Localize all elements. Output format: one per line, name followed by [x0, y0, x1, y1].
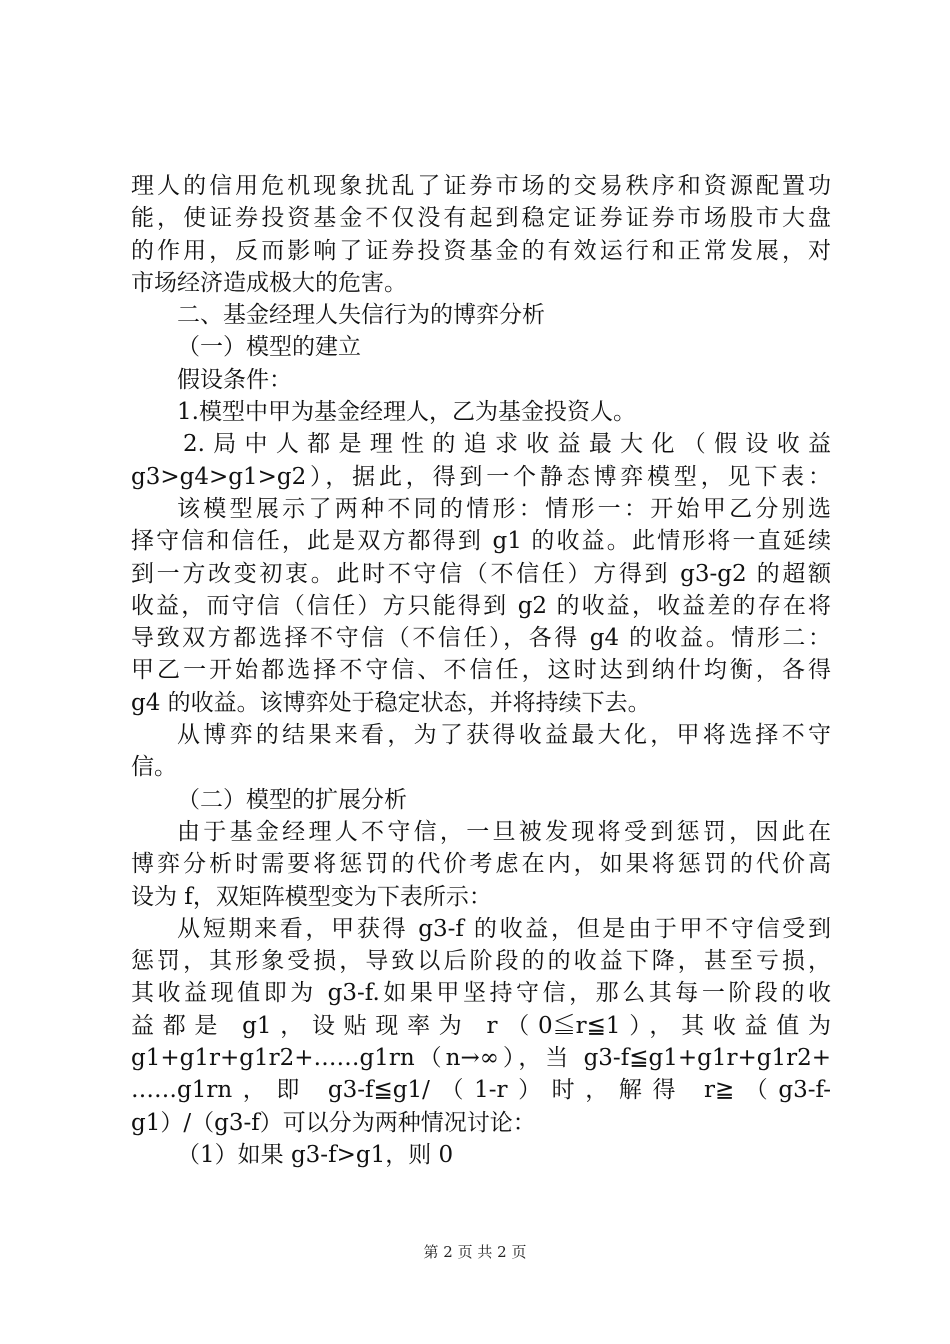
text-line-1: 理人的信用危机现象扰乱了证券市场的交易秩序和资源配置功	[131, 173, 831, 199]
subsection-heading-1: （一）模型的建立	[177, 334, 361, 361]
text-line-4: 市场经济造成极大的危害。	[131, 269, 407, 296]
text-line-16: 甲乙一开始都选择不守信、不信任，这时达到纳什均衡，各得	[131, 657, 831, 684]
text-line-3: 的作用，反而影响了证券投资基金的有效运行和正常发展，对	[131, 237, 831, 264]
text-line-29: ……g1rn，即 g3-f≦g1/（1-r）时，解得 r≧（g3-f-	[131, 1077, 831, 1104]
text-line-assumptions: 假设条件：	[177, 366, 292, 393]
text-line-13: 到一方改变初衷。此时不守信（不信任）方得到 g3-g2 的超额	[131, 560, 831, 587]
text-line-28: g1+g1r+g1r2+……g1rn（n→∞），当 g3-f≦g1+g1r+g1r2+	[131, 1045, 831, 1072]
text-line-assumption-1: 1.模型中甲为基金经理人，乙为基金投资人。	[177, 399, 636, 426]
text-line-assumption-2: 2.局中人都是理性的追求收益最大化（假设收益	[183, 431, 831, 458]
text-line-2: 能，使证券投资基金不仅没有起到稳定证券证券市场股市大盘	[131, 205, 831, 232]
text-line-12: 择守信和信任，此是双方都得到 g1 的收益。此情形将一直延续	[131, 528, 831, 555]
text-line-26: 其收益现值即为 g3-f.如果甲坚持守信，那么其每一阶段的收	[131, 980, 831, 1007]
text-line-21: 由于基金经理人不守信，一旦被发现将受到惩罚，因此在	[177, 818, 831, 845]
page-footer: 第 2 页 共 2 页	[423, 1243, 527, 1261]
text-line-10: g3>g4>g1>g2），据此，得到一个静态博弈模型，见下表：	[131, 463, 831, 490]
text-line-17: g4 的收益。该博弈处于稳定状态，并将持续下去。	[131, 689, 651, 716]
text-line-15: 导致双方都选择不守信（不信任），各得 g4 的收益。情形二：	[131, 625, 831, 652]
text-line-22: 博弈分析时需要将惩罚的代价考虑在内，如果将惩罚的代价高	[131, 851, 831, 878]
document-body	[131, 170, 831, 1171]
section-heading-2: 二、基金经理人失信行为的博弈分析	[177, 302, 545, 329]
text-line-23: 设为 f，双矩阵模型变为下表所示：	[131, 883, 492, 910]
subsection-heading-2: （二）模型的扩展分析	[177, 786, 407, 813]
text-line-31: （1）如果 g3-f>g1，则 0	[177, 1141, 454, 1168]
text-line-25: 惩罚，其形象受损，导致以后阶段的的收益下降，甚至亏损，	[131, 948, 831, 975]
text-line-27: 益都是 g1，设贴现率为 r（0≦r≦1），其收益值为	[131, 1012, 831, 1039]
text-line-14: 收益，而守信（信任）方只能得到 g2 的收益，收益差的存在将	[131, 592, 831, 619]
text-line-24: 从短期来看，甲获得 g3-f 的收益，但是由于甲不守信受到	[177, 915, 831, 942]
text-line-19: 信。	[131, 754, 177, 781]
text-line-18: 从博弈的结果来看，为了获得收益最大化，甲将选择不守	[177, 722, 831, 749]
text-line-30: g1）/（g3-f）可以分为两种情况讨论：	[131, 1109, 536, 1136]
text-line-11: 该模型展示了两种不同的情形：情形一：开始甲乙分别选	[177, 495, 831, 522]
